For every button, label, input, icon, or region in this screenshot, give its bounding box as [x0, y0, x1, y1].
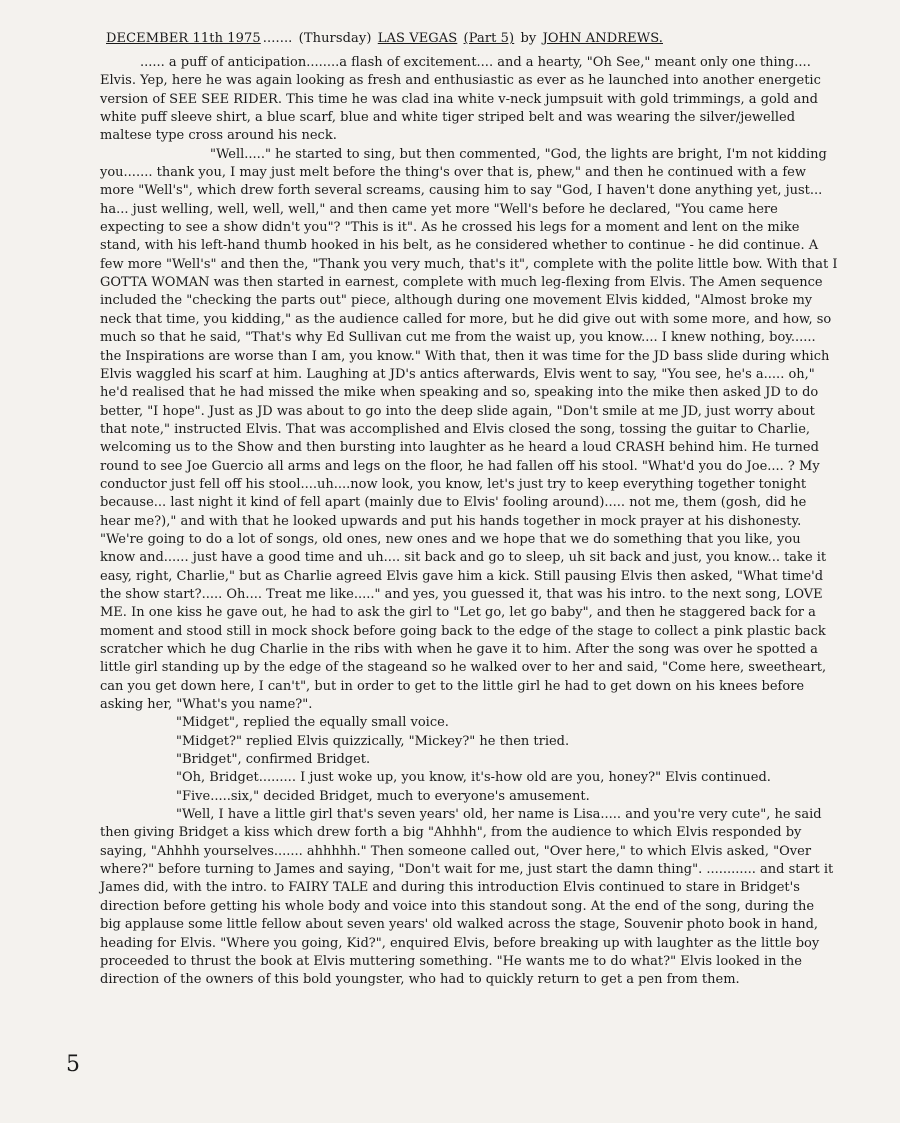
page-number: 5: [66, 1052, 80, 1077]
dialogue-line: "Midget", replied the equally small voice.: [176, 715, 449, 731]
article-header: [106, 30, 838, 48]
header-part: (Part 5): [463, 31, 515, 46]
dialogue-line: "Midget?" replied Elvis quizzically, "Mickey?" he then tried.: [176, 733, 570, 749]
header-by: by: [520, 31, 537, 46]
dialogue-line: "Five.....six," decided Bridget, much to everyone's amusement.: [176, 788, 590, 804]
paragraph-opening: ...... a puff of anticipation........a flash of excitement.... and a hearty, "Oh See," meant only one thing.... Elvis. Yep, here he was again looking as fresh and enthusiastic as ever as he launched into another energetic version of SEE SEE RIDER. This time he was clad ina white v-neck jumpsuit with gold trimmings, a gold and white puff sleeve shirt, a blue scarf, blue and white tiger striped belt and was wearing the silver/jewelled maltese type cross around his neck.: [100, 55, 821, 144]
dialogue-line: "Oh, Bridget......... I just woke up, you know, it's-how old are you, honey?" Elvis continued.: [176, 770, 771, 786]
header-date: DECEMBER 11th 1975: [106, 31, 261, 46]
paragraph-closing: "Well, I have a little girl that's seven years' old, her name is Lisa..... and you're very cute", he said then giving Bridget a kiss which drew forth a big "Ahhhh", from the audience to which Elvis responded by saying, "Ahhhh yourselves....... ahhhhh." Then someone called out, "Over here," to which Elvis asked, "Over where?" before turning to James and saying, "Don't wait for me, just start the damn thing". ............ and start it James did, with the intro. to FAIRY TALE and during this introduction Elvis continued to stare in Bridget's direction before getting his whole body and voice into this standout song. At the end of the song, during the big applause some little fellow about seven years' old walked across the stage, Souvenir photo book in hand, heading for Elvis. "Where you going, Kid?", enquired Elvis, before breaking up with laughter as the little boy proceeded to thrust the book at Elvis muttering something. "He wants me to do what?" Elvis looked in the direction of the owners of this bold youngster, who had to quickly return to get a pen from them.: [100, 807, 834, 988]
paragraph-main: "Well....." he started to sing, but then commented, "God, the lights are bright, I'm not kidding you....... thank you, I may just melt before the thing's over that is, phew," and then he continued with a few more "Well's", which drew forth several screams, causing him to say "God, I haven't done anything yet, just... ha... just welling, well, well, well," and then came yet more "Well's before he declared, "You came here expecting to see a show didn't you"? "This is it". As he crossed his legs for a moment and lent on the mike stand, with his left-hand thumb hooked in his belt, as he considered whether to continue - he did continue. A few more "Well's" and then the, "Thank you very much, that's it", complete with the polite little bow. With that I GOTTA WOMAN was then started in earnest, complete with much leg-flexing from Elvis. The Amen sequence included the "checking the parts out" piece, although during one movement Elvis kidded, "Almost broke my neck that time, you kidding," as the audience called for more, but he did give out with some more, and how, so much so that he said, "That's why Ed Sullivan cut me from the waist up, you know.... I knew nothing, boy...... the Inspirations are worse than I am, you know." With that, then it was time for the JD bass slide during which Elvis waggled his scarf at him. Laughing at JD's antics afterwards, Elvis went to say, "You see, he's a..... oh," he'd realised that he had missed the mike when speaking and so, speaking into the mike then asked JD to do better, "I hope". Just as JD was about to go into the deep slide again, "Don't smile at me JD, just worry about that note," instructed Elvis. That was accomplished and Elvis closed the song, tossing the guitar to Charlie, welcoming us to the Show and then bursting into laughter as he heard a loud CRASH behind him. He turned round to see Joe Guercio all arms and legs on the floor, he had fallen off his stool. "What'd you do Joe.... ? My conductor just fell off his stool....uh....now look, you know, let's just try to keep everything together tonight because... last night it kind of fell apart (mainly due to Elvis' fooling around)..... not me, them (gosh, did he hear me?)," and with that he looked upwards and put his hands together in mock prayer at his dishonesty. "We're going to do a lot of songs, old ones, new ones and we hope that we do something that you like, you know and...... just have a good time and uh.... sit back and go to sleep, uh sit back and just, you know... take it easy, right, Charlie," but as Charlie agreed Elvis gave him a kick. Still pausing Elvis then asked, "What time'd the show start?..... Oh.... Treat me like....." and yes, you guessed it, that was his intro. to the next song, LOVE ME. In one kiss he gave out, he had to ask the girl to "Let go, let go baby", and then he staggered back for a moment and stood still in mock shock before going back to the edge of the stage to collect a pink plastic back scratcher which he dug Charlie in the ribs with when he gave it to him. After the song was over he spotted a little girl standing up by the edge of the stageand so he walked over to her and said, "Come here, sweetheart, can you get down here, I can't", but in order to get to the little girl he had to get down on his knees before asking her, "What's you name?".: [100, 146, 838, 713]
header-day: (Thursday): [298, 31, 372, 46]
header-place: LAS VEGAS: [377, 31, 458, 46]
article-body: [100, 54, 838, 990]
header-author: JOHN ANDREWS.: [542, 31, 663, 46]
dialogue-line: "Bridget", confirmed Bridget.: [176, 752, 371, 768]
header-dots: .......: [262, 31, 293, 46]
